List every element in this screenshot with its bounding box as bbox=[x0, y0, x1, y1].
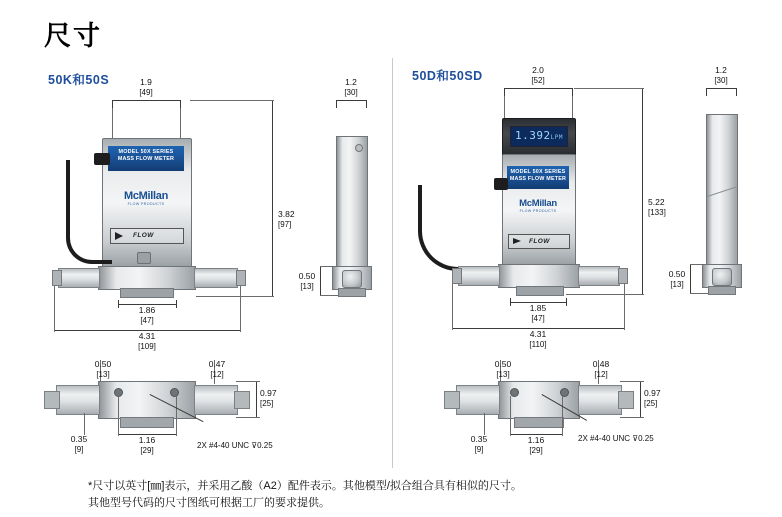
ext-line bbox=[180, 100, 181, 108]
dim-port-center-right: 1.85 [47] bbox=[529, 303, 547, 323]
dim-line-top-depth-left bbox=[256, 381, 257, 417]
footnote-line-1: *尺寸以英寸[㎜]表示，并采用乙酸（A2）配件表示。其他模型/拟合组合具有相似的尺寸。 bbox=[88, 480, 522, 492]
mount-hole-1-right bbox=[510, 388, 519, 397]
ext-line bbox=[504, 96, 505, 118]
dim-top-right-offset-left: 0.47 [12] bbox=[208, 359, 226, 379]
brand-logo-left: McMillan FLOW PRODUCTS bbox=[123, 190, 169, 206]
model-label-right: MODEL 50X SERIES MASS FLOW METER bbox=[507, 166, 569, 189]
power-cable-left bbox=[66, 160, 112, 264]
lcd-display-right: 1.392LPM bbox=[510, 126, 568, 147]
dim-side-width-left: 1.2 [30] bbox=[344, 77, 358, 97]
inlet-tube-right bbox=[452, 268, 462, 284]
top-view-inlet-tube-left bbox=[44, 391, 60, 409]
dim-line-side-width-left bbox=[336, 100, 366, 101]
model-label-left: MODEL 50X SERIES MASS FLOW METER bbox=[108, 146, 184, 171]
inlet-fitting-left bbox=[58, 268, 100, 288]
ext-line bbox=[484, 413, 485, 435]
panel-title-right: 50D和50SD bbox=[412, 69, 483, 83]
ext-line bbox=[620, 381, 644, 382]
flow-arrow-box-left: FLOW bbox=[110, 228, 184, 244]
ext-line bbox=[176, 396, 177, 436]
top-view-outlet-tube-right bbox=[618, 391, 634, 409]
top-view-inlet-left bbox=[56, 385, 100, 415]
panel-title-left: 50K和50S bbox=[48, 73, 110, 87]
dim-line-height-right bbox=[642, 88, 643, 294]
ext-line bbox=[452, 284, 453, 330]
dim-top-edge-offset-right: 0.35 [9] bbox=[470, 434, 488, 454]
dim-port-center-left: 1.86 [47] bbox=[138, 305, 156, 325]
dim-front-width-left: 1.9 [49] bbox=[139, 77, 153, 97]
ext-line bbox=[736, 88, 737, 96]
dim-front-width-right: 2.0 [52] bbox=[531, 65, 545, 85]
ext-line bbox=[574, 88, 644, 89]
side-foot-right bbox=[708, 286, 736, 295]
cable-gland-left bbox=[94, 153, 110, 165]
base-foot-right bbox=[516, 286, 564, 296]
callout-mounting-thread-left: 2X #4-40 UNC ⊽0.25 bbox=[197, 441, 273, 450]
top-view-foot-right bbox=[514, 417, 564, 428]
side-port-hex-left bbox=[342, 270, 362, 288]
dim-overall-width-left: 4.31 [109] bbox=[138, 331, 156, 351]
flow-arrow-box-right: FLOW bbox=[508, 234, 570, 249]
side-screw-left bbox=[355, 144, 363, 152]
top-view-outlet-tube-left bbox=[234, 391, 250, 409]
ext-line bbox=[320, 266, 334, 267]
top-view-foot-left bbox=[120, 417, 174, 428]
flow-arrow-icon bbox=[513, 238, 521, 244]
dim-side-width-right: 1.2 [30] bbox=[714, 65, 728, 85]
front-screw-left bbox=[137, 252, 151, 264]
dim-top-left-offset-left: 0.50 [13] bbox=[94, 359, 112, 379]
ext-line bbox=[624, 284, 625, 330]
dim-overall-height-right: 5.22 [133] bbox=[648, 197, 666, 217]
ext-line bbox=[112, 100, 113, 108]
ext-line bbox=[690, 293, 708, 294]
side-port-hex-right bbox=[712, 268, 732, 286]
footnote bbox=[88, 478, 522, 512]
base-foot-left bbox=[120, 288, 174, 298]
flow-arrow-icon bbox=[115, 232, 123, 240]
outlet-tube-left bbox=[236, 270, 246, 286]
ext-line bbox=[84, 413, 85, 435]
device-body-side-left bbox=[336, 136, 368, 268]
dim-hole-spacing-right: 1.16 [29] bbox=[527, 435, 545, 455]
mount-hole-2-left bbox=[170, 388, 179, 397]
top-view-body-left bbox=[98, 381, 196, 419]
dim-base-height-right: 0.50 [13] bbox=[668, 269, 686, 289]
ext-line bbox=[320, 295, 338, 296]
ext-line bbox=[118, 396, 119, 436]
dim-base-height-left: 0.50 [13] bbox=[298, 271, 316, 291]
dim-top-right-offset-right: 0.48 [12] bbox=[592, 359, 610, 379]
outlet-fitting-right bbox=[578, 266, 620, 286]
panel-divider bbox=[392, 58, 393, 468]
ext-line bbox=[366, 100, 367, 108]
outlet-tube-right bbox=[618, 268, 628, 284]
ext-line bbox=[572, 88, 573, 96]
footnote-line-2: 其他型号代码的尺寸图纸可根据工厂的要求提供。 bbox=[88, 497, 330, 509]
ext-line bbox=[54, 286, 55, 332]
dim-overall-width-right: 4.31 [110] bbox=[529, 329, 547, 349]
ext-line bbox=[504, 88, 505, 96]
ext-line bbox=[572, 96, 573, 118]
ext-line bbox=[336, 100, 337, 108]
dim-top-edge-offset-left: 0.35 [9] bbox=[70, 434, 88, 454]
base-block-front-left bbox=[98, 266, 196, 290]
dim-line-side-width-right bbox=[706, 88, 736, 89]
dim-top-left-offset-right: 0.50 [13] bbox=[494, 359, 512, 379]
ext-line bbox=[236, 417, 260, 418]
inlet-fitting-right bbox=[458, 266, 500, 286]
ext-line bbox=[196, 296, 274, 297]
dim-line-top-depth-right bbox=[640, 381, 641, 417]
power-cable-right bbox=[418, 185, 508, 271]
top-view-outlet-right bbox=[578, 385, 622, 415]
dim-top-depth-left: 0.97 [25] bbox=[260, 388, 277, 408]
ext-line bbox=[562, 396, 563, 436]
top-view-inlet-right bbox=[456, 385, 500, 415]
dim-overall-height-left: 3.82 [97] bbox=[278, 209, 295, 229]
ext-line bbox=[690, 264, 704, 265]
ext-line bbox=[236, 381, 260, 382]
ext-line bbox=[706, 88, 707, 96]
dim-top-depth-right: 0.97 [25] bbox=[644, 388, 661, 408]
ext-line bbox=[240, 286, 241, 332]
dim-line-height-left bbox=[272, 100, 273, 296]
ext-line bbox=[190, 100, 274, 101]
inlet-tube-left bbox=[52, 270, 62, 286]
callout-mounting-thread-right: 2X #4-40 UNC ⊽0.25 bbox=[578, 434, 654, 443]
top-view-outlet-left bbox=[194, 385, 238, 415]
ext-line bbox=[510, 396, 511, 436]
dim-line-front-width-right bbox=[504, 88, 572, 89]
dim-hole-spacing-left: 1.16 [29] bbox=[138, 435, 156, 455]
ext-line bbox=[112, 108, 113, 138]
page-title: 尺寸 bbox=[44, 21, 102, 51]
top-view-inlet-tube-right bbox=[444, 391, 460, 409]
ext-line bbox=[180, 108, 181, 138]
outlet-fitting-left bbox=[194, 268, 238, 288]
side-foot-left bbox=[338, 288, 366, 297]
dim-line-front-width-left bbox=[112, 100, 180, 101]
ext-line bbox=[620, 417, 644, 418]
base-block-front-right bbox=[498, 264, 580, 288]
cable-gland-right bbox=[494, 178, 508, 190]
brand-logo-right: McMillan FLOW PRODUCTS bbox=[519, 198, 557, 213]
ext-line bbox=[566, 294, 644, 295]
